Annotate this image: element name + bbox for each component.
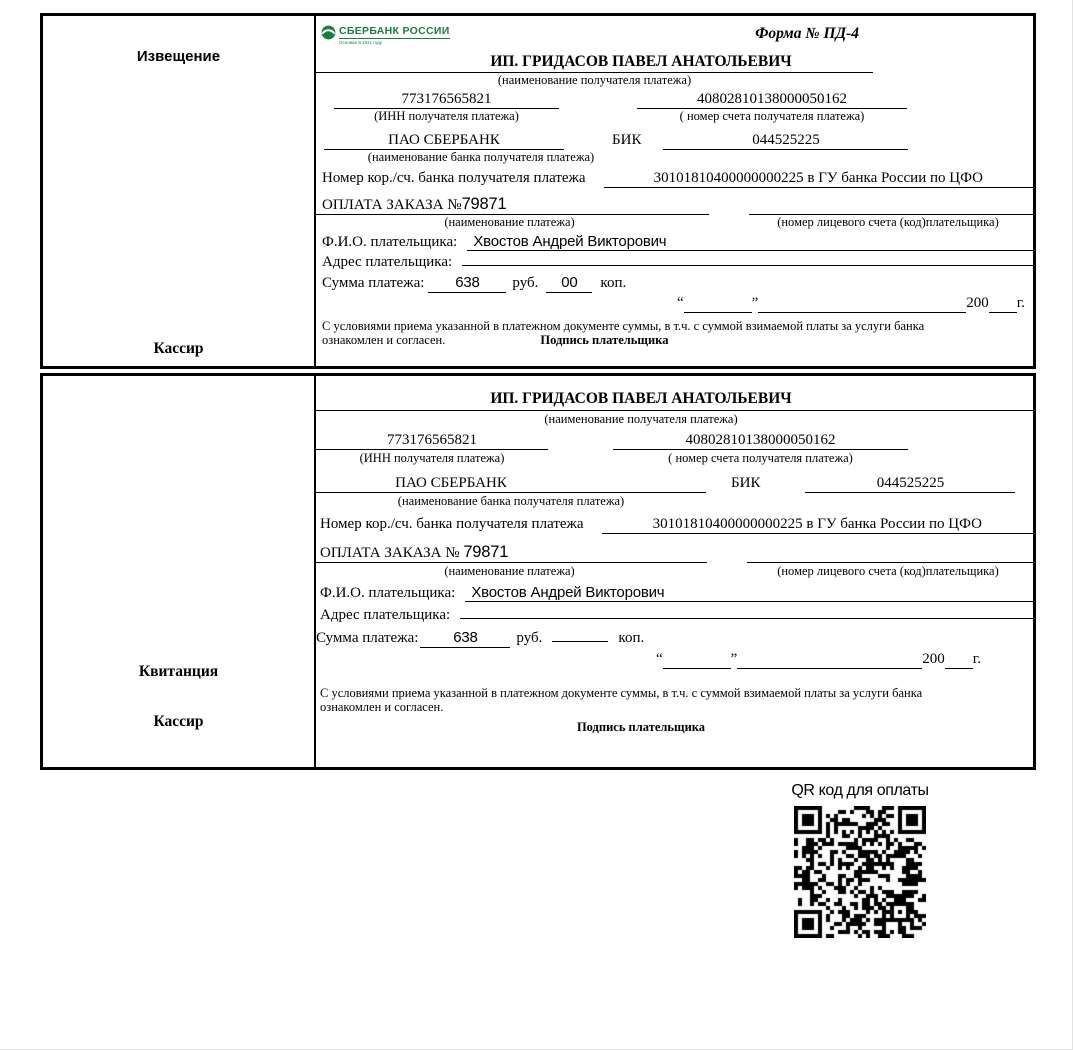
agreement-line2: ознакомлен и согласен. [320, 700, 444, 715]
signature-label: Подпись плательщика [576, 720, 706, 735]
date-year-field [945, 651, 973, 669]
rub-label: руб. [512, 275, 539, 292]
notice-section [40, 13, 1036, 369]
personal-account-caption: (номер лицевого счета (код)плательщика) [777, 564, 999, 579]
bank-logo-tagline: Основан в 1841 году [339, 40, 383, 46]
corr-account-value: 30101810400000000225 в ГУ банка России по ЦФО [604, 170, 1033, 188]
receipt-left-column [43, 376, 316, 767]
corr-account-value: 30101810400000000225 в ГУ банка России по ЦФО [602, 516, 1033, 534]
payer-address-label: Адрес плательщика: [320, 607, 451, 624]
payee-caption: (наименование получателя платежа) [497, 72, 692, 87]
amount-kop-value [552, 641, 608, 642]
account-caption: ( номер счета получателя платежа) [679, 108, 865, 123]
payee-name: ИП. ГРИДАСОВ ПАВЕЛ АНАТОЛЬЕВИЧ [490, 390, 792, 407]
date-year-field [989, 295, 1017, 313]
amount-rub-value: 638 [428, 274, 506, 292]
divider-line [316, 410, 1033, 411]
payee-name: ИП. ГРИДАСОВ ПАВЕЛ АНАТОЛЬЕВИЧ [490, 53, 792, 70]
inn-caption: (ИНН получателя платежа) [374, 108, 519, 123]
personal-account-caption: (номер лицевого счета (код)плательщика) [777, 215, 999, 230]
payer-name-value: Хвостов Андрей Викторович [465, 584, 1033, 602]
bik-value: 044525225 [805, 475, 1015, 493]
amount-label: Сумма платежа: [322, 275, 425, 292]
form-number: Форма № ПД-4 [755, 25, 859, 42]
payer-name-label: Ф.И.О. плательщика: [322, 233, 458, 250]
sberbank-logo-icon [321, 25, 336, 45]
payment-caption: (наименование платежа) [444, 564, 575, 579]
kop-label: коп. [618, 630, 645, 647]
payment-name-label: ОПЛАТА ЗАКАЗА № [320, 544, 460, 561]
date-year-prefix: 200 [922, 650, 945, 667]
inn-value: 773176565821 [334, 91, 559, 109]
agreement-line1: С условиями приема указанной в платежном документе суммы, в т.ч. с суммой взимаемой платы за услуги банка [322, 318, 925, 333]
bik-value: 044525225 [663, 132, 908, 150]
payer-name-label: Ф.И.О. плательщика: [320, 584, 456, 601]
signature-label: Подпись плательщика [540, 333, 669, 348]
account-value: 40802810138000050162 [613, 432, 908, 450]
date-quote-close: ” [730, 650, 738, 667]
notice-left-column [43, 16, 316, 366]
payee-caption: (наименование получателя платежа) [544, 411, 738, 426]
receipt-section [40, 373, 1036, 770]
date-year-prefix: 200 [966, 294, 989, 311]
payer-name-value: Хвостов Андрей Викторович [467, 233, 1033, 251]
bank-caption: (наименование банка получателя платежа) [367, 149, 595, 164]
account-value: 40802810138000050162 [637, 91, 907, 109]
payer-address-label: Адрес плательщика: [322, 254, 453, 271]
account-caption: ( номер счета получателя платежа) [668, 450, 853, 465]
bank-logo-name: СБЕРБАНК РОССИИ [339, 25, 450, 39]
personal-account-field [747, 545, 1033, 563]
cashier-label: Кассир [153, 340, 204, 357]
bank-caption: (наименование банка получателя платежа) [397, 493, 625, 508]
payer-address-value [460, 618, 1033, 619]
date-quote-open: “ [655, 650, 663, 667]
date-day-field [684, 295, 752, 313]
payment-name-label: ОПЛАТА ЗАКАЗА № [322, 196, 462, 213]
payer-address-value [462, 265, 1033, 266]
payment-name-value: 79871 [463, 542, 509, 561]
receipt-form-area [316, 376, 1033, 767]
bik-label: БИК [731, 474, 761, 491]
personal-account-field [749, 197, 1033, 215]
date-month-field [758, 295, 966, 313]
bank-name-value: ПАО СБЕРБАНК [324, 132, 564, 150]
notice-label: Извещение [136, 48, 221, 65]
payment-name-value: 79871 [461, 194, 507, 213]
rub-label: руб. [516, 630, 543, 647]
amount-kop-value: 00 [546, 274, 592, 292]
amount-rub-value: 638 [420, 629, 510, 647]
date-day-field [663, 651, 731, 669]
inn-caption: (ИНН получателя платежа) [359, 450, 505, 465]
qr-code [794, 806, 926, 938]
notice-form-area [316, 16, 1033, 366]
date-year-suffix: г. [1016, 294, 1025, 311]
agreement-line1: С условиями приема указанной в платежном документе суммы, в т.ч. с суммой взимаемой платы за услуги банка [320, 685, 923, 700]
qr-block [782, 782, 938, 938]
corr-account-label: Номер кор./сч. банка получателя платежа [320, 515, 584, 532]
amount-label: Сумма платежа: [316, 630, 419, 647]
agreement-line2: ознакомлен и согласен. [322, 333, 446, 348]
cashier-label: Кассир [153, 713, 204, 730]
qr-label: QR код для оплаты [791, 782, 929, 799]
kop-label: коп. [600, 275, 627, 292]
corr-account-label: Номер кор./сч. банка получателя платежа [322, 169, 586, 186]
bik-label: БИК [612, 131, 642, 148]
date-year-suffix: г. [972, 650, 981, 667]
date-quote-open: “ [676, 294, 684, 311]
bank-name-value: ПАО СБЕРБАНК [316, 475, 706, 493]
date-month-field [737, 651, 922, 669]
payment-caption: (наименование платежа) [444, 215, 575, 230]
sberbank-logo [321, 25, 450, 45]
receipt-label: Квитанция [138, 663, 219, 680]
inn-value: 773176565821 [316, 432, 548, 450]
date-quote-close: ” [751, 294, 759, 311]
